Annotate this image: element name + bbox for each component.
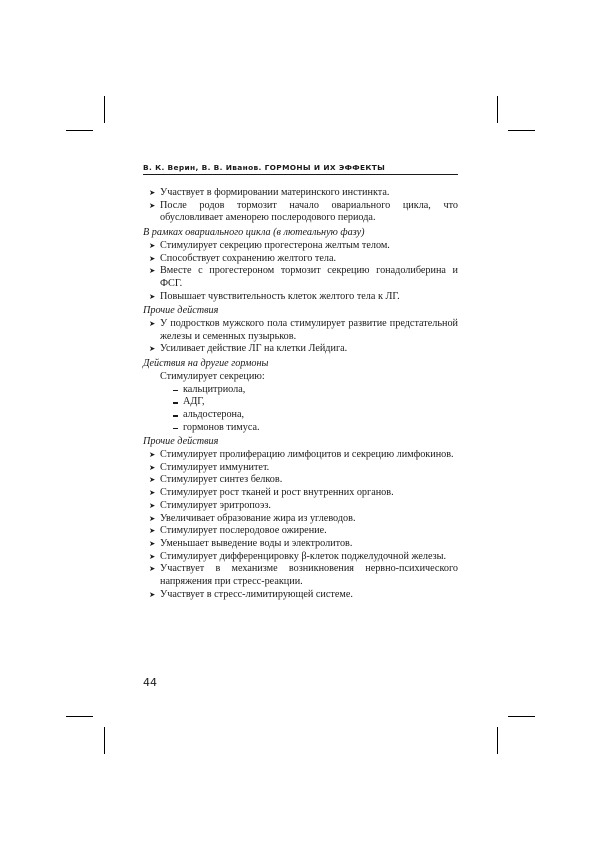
list-item: ➤ Стимулирует эритропоэз.: [143, 500, 458, 513]
crop-mark-bottom-right-v: [497, 727, 498, 754]
paragraph: Стимулирует секрецию:: [160, 370, 265, 382]
section-heading: Прочие действия: [143, 305, 219, 317]
list-item: ➤ Стимулирует синтез белков.: [143, 474, 458, 487]
list-item: ➤ Способствует сохранению желтого тела.: [143, 253, 458, 266]
list-item: ➤ У подростков мужского пола стимулирует развитие предстательной железы и семенных пузырьков.: [143, 318, 458, 343]
list-item: ➤ Участвует в стресс-лимитирующей системе.: [143, 589, 458, 602]
list-item: ➤ Усиливает действие ЛГ на клетки Лейдига.: [143, 343, 458, 356]
list-item: ➤ Увеличивает образование жира из углеводов.: [143, 513, 458, 526]
section-heading: В рамках овариального цикла (в лютеальную фазу): [143, 227, 365, 239]
crop-mark-top-right-h: [508, 130, 535, 131]
list-item: ➤ Вместе с прогестероном тормозит секрецию гонадолиберина и ФСГ.: [143, 265, 458, 290]
running-header: В. К. Верин, В. В. Иванов. ГОРМОНЫ И ИХ ЭФФЕКТЫ: [143, 163, 458, 175]
list-item: ➤ Участвует в механизме возникновения нервно-психического напряжения при стресс-реакции.: [143, 563, 458, 588]
list-item: ➤ Участвует в формировании материнского инстинкта.: [143, 187, 458, 200]
sub-list-item: альдостерона,: [143, 409, 458, 422]
crop-mark-top-right-v: [497, 96, 498, 123]
list-item: ➤ Стимулирует иммунитет.: [143, 462, 458, 475]
page-number: 44: [143, 676, 157, 689]
list-item: ➤ Стимулирует рост тканей и рост внутренних органов.: [143, 487, 458, 500]
list-item: ➤ Стимулирует послеродовое ожирение.: [143, 525, 458, 538]
list-item: ➤ После родов тормозит начало овариального цикла, что обусловливает аменорею послеродового периода.: [143, 200, 458, 225]
list-item: ➤ Стимулирует пролиферацию лимфоцитов и секрецию лимфокинов.: [143, 449, 458, 462]
crop-mark-top-left-h: [66, 130, 93, 131]
page-body: [143, 187, 458, 602]
list-item: ➤ Стимулирует дифференцировку β-клеток поджелудочной железы.: [143, 551, 458, 564]
sub-list-item: кальцитриола,: [143, 384, 458, 397]
list-item: ➤ Повышает чувствительность клеток желтого тела к ЛГ.: [143, 291, 458, 304]
crop-mark-bottom-left-h: [66, 716, 93, 717]
section-heading: Действия на другие гормоны: [143, 358, 269, 370]
list-item: ➤ Стимулирует секрецию прогестерона желтым телом.: [143, 240, 458, 253]
crop-mark-bottom-left-v: [104, 727, 105, 754]
sub-list-item: АДГ,: [143, 396, 458, 409]
crop-mark-bottom-right-h: [508, 716, 535, 717]
list-item: ➤ Уменьшает выведение воды и электролитов.: [143, 538, 458, 551]
section-heading: Прочие действия: [143, 436, 219, 448]
crop-mark-top-left-v: [104, 96, 105, 123]
sub-list-item: гормонов тимуса.: [143, 422, 458, 435]
